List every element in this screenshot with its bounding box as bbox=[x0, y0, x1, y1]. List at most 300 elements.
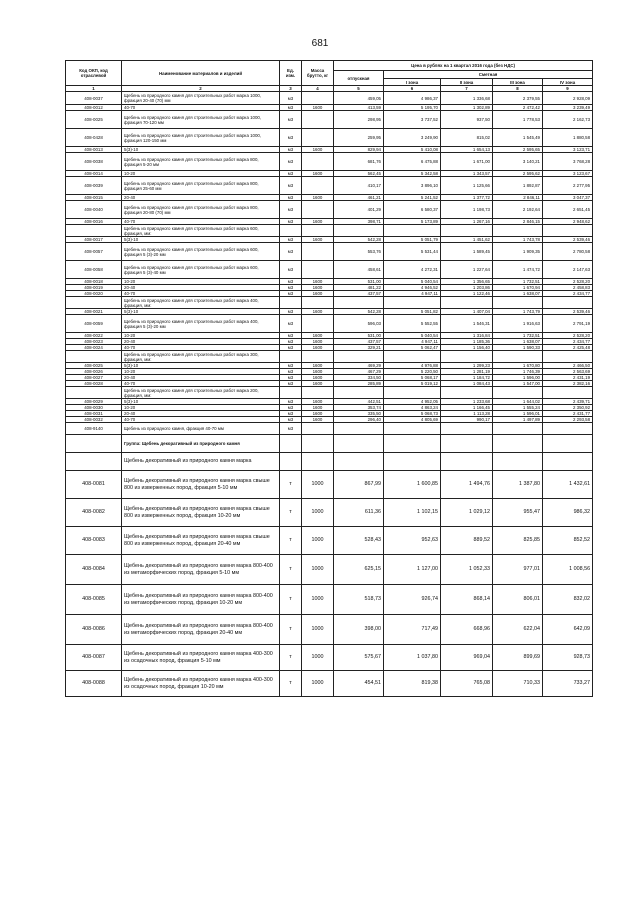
row-mass bbox=[302, 423, 334, 435]
header-mass: Масса брутто, кг bbox=[302, 61, 334, 86]
row-unit: т bbox=[280, 585, 302, 615]
row-name: Щебень из природного камня для строительных работ марка 200, фракция, мм: bbox=[122, 387, 280, 399]
row-price-zone-4: 2 780,58 bbox=[543, 243, 593, 261]
row-price-selling: 398,71 bbox=[334, 219, 384, 225]
row-name: Щебень декоративный из природного камня марка 800-400 из метаморфических пород, фракция 20-40 мм bbox=[122, 615, 280, 645]
row-price-zone-4 bbox=[543, 435, 593, 453]
row-code: 408-0038 bbox=[66, 153, 122, 171]
row-price-zone-3: 3 140,21 bbox=[493, 153, 543, 171]
row-price-zone-2: 1 203,86 bbox=[441, 285, 493, 291]
row-unit: т bbox=[280, 527, 302, 555]
row-unit: т bbox=[280, 671, 302, 697]
row-price-zone-2 bbox=[441, 225, 493, 237]
row-code: 408-0014 bbox=[66, 171, 122, 177]
row-price-selling bbox=[334, 297, 384, 309]
row-price-zone-1 bbox=[384, 453, 441, 471]
row-unit: м3 bbox=[280, 339, 302, 345]
row-unit: т bbox=[280, 645, 302, 671]
row-price-zone-4: 2 147,63 bbox=[543, 261, 593, 279]
row-name: Щебень декоративный из природного камня марка свыше 800 из изверженных пород, фракция 10-20 мм bbox=[122, 499, 280, 527]
row-price-zone-2: 1 494,76 bbox=[441, 471, 493, 499]
row-price-zone-4 bbox=[543, 453, 593, 471]
row-code: 408-0017 bbox=[66, 237, 122, 243]
row-price-zone-1: 4 947,11 bbox=[384, 291, 441, 297]
row-price-zone-2: 1 156,40 bbox=[441, 345, 493, 351]
row-unit bbox=[280, 453, 302, 471]
row-code: 408-0022 bbox=[66, 333, 122, 339]
row-price-zone-1: 5 241,52 bbox=[384, 195, 441, 201]
row-name: 40-70 bbox=[122, 219, 280, 225]
row-price-zone-2: 990,17 bbox=[441, 417, 493, 423]
row-price-selling: 398,00 bbox=[334, 615, 384, 645]
row-price-zone-3: 622,04 bbox=[493, 615, 543, 645]
header-zone-1: I зона bbox=[384, 79, 441, 86]
row-price-zone-4: 2 162,73 bbox=[543, 111, 593, 129]
row-price-zone-2 bbox=[441, 453, 493, 471]
row-code: 408-0024 bbox=[66, 345, 122, 351]
col-number: 4 bbox=[302, 86, 334, 92]
row-price-zone-4: 642,09 bbox=[543, 615, 593, 645]
row-price-zone-2: 1 302,89 bbox=[441, 105, 493, 111]
row-price-selling: 469,29 bbox=[334, 363, 384, 369]
row-code: 408-9140 bbox=[66, 423, 122, 435]
row-unit: м3 bbox=[280, 405, 302, 411]
row-price-selling: 329,21 bbox=[334, 345, 384, 351]
row-mass: 1000 bbox=[302, 555, 334, 585]
row-price-selling: 542,28 bbox=[334, 309, 384, 315]
row-unit bbox=[280, 225, 302, 237]
row-price-zone-4: 3 123,71 bbox=[543, 147, 593, 153]
row-price-zone-3: 1 916,63 bbox=[493, 315, 543, 333]
header-unit: Ед. изм. bbox=[280, 61, 302, 86]
row-name: 10-20 bbox=[122, 171, 280, 177]
row-mass: 1000 bbox=[302, 645, 334, 671]
row-price-zone-2: 937,50 bbox=[441, 111, 493, 129]
row-price-zone-1 bbox=[384, 423, 441, 435]
row-name: Щебень из природного камня для строительных работ марка 300, фракция, мм: bbox=[122, 351, 280, 363]
row-mass bbox=[302, 153, 334, 171]
row-code: 408-0059 bbox=[66, 315, 122, 333]
row-price-zone-1: 5 051,79 bbox=[384, 237, 441, 243]
row-unit: м3 bbox=[280, 291, 302, 297]
row-unit: м3 bbox=[280, 381, 302, 387]
row-price-zone-4: 2 434,77 bbox=[543, 291, 593, 297]
row-price-selling bbox=[334, 453, 384, 471]
row-mass: 1600 bbox=[302, 219, 334, 225]
row-price-zone-3: 1 545,49 bbox=[493, 129, 543, 147]
row-mass: 1600 bbox=[302, 399, 334, 405]
row-code: 408-0084 bbox=[66, 555, 122, 585]
row-mass: 1600 bbox=[302, 333, 334, 339]
row-code: 408-0012 bbox=[66, 105, 122, 111]
row-price-zone-2: 1 589,45 bbox=[441, 243, 493, 261]
row-code: 408-0087 bbox=[66, 645, 122, 671]
row-price-zone-2: 1 184,72 bbox=[441, 375, 493, 381]
row-unit: м3 bbox=[280, 219, 302, 225]
row-name: Щебень из природного камня для строительных работ марка 400, фракция 5 (3)-20 мм bbox=[122, 315, 280, 333]
row-price-zone-1: 5 019,12 bbox=[384, 381, 441, 387]
row-mass: 1000 bbox=[302, 585, 334, 615]
row-price-zone-4: 2 928,09 bbox=[543, 92, 593, 105]
header-zone-4: IV зона bbox=[543, 79, 593, 86]
row-mass bbox=[302, 315, 334, 333]
row-name: 20-40 bbox=[122, 285, 280, 291]
page-number: 681 bbox=[311, 38, 329, 49]
row-code: 408-0031 bbox=[66, 411, 122, 417]
row-price-selling: 562,45 bbox=[334, 171, 384, 177]
row-unit: м3 bbox=[280, 261, 302, 279]
row-price-zone-3: 899,69 bbox=[493, 645, 543, 671]
row-code: 408-0032 bbox=[66, 417, 122, 423]
row-price-selling: 867,99 bbox=[334, 471, 384, 499]
row-unit: м3 bbox=[280, 369, 302, 375]
row-price-zone-4: 2 434,77 bbox=[543, 339, 593, 345]
row-price-selling: 625,15 bbox=[334, 555, 384, 585]
row-price-zone-3: 1 590,33 bbox=[493, 345, 543, 351]
table-row bbox=[66, 351, 593, 363]
row-code: 408-0021 bbox=[66, 309, 122, 315]
row-name: Щебень из природного камня для строительных работ марка 800, фракция 20-80 (70) мм bbox=[122, 201, 280, 219]
row-unit: м3 bbox=[280, 375, 302, 381]
row-unit bbox=[280, 387, 302, 399]
row-price-zone-3: 1 474,72 bbox=[493, 261, 543, 279]
row-mass: 1600 bbox=[302, 291, 334, 297]
row-name: 40-70 bbox=[122, 417, 280, 423]
row-price-zone-2: 765,08 bbox=[441, 671, 493, 697]
header-selling: отпускная bbox=[334, 71, 384, 86]
row-price-zone-2: 1 546,31 bbox=[441, 315, 493, 333]
row-mass bbox=[302, 435, 334, 453]
col-number: 8 bbox=[493, 86, 543, 92]
row-price-zone-1: 1 600,85 bbox=[384, 471, 441, 499]
row-price-selling: 458,61 bbox=[334, 261, 384, 279]
row-price-zone-3 bbox=[493, 225, 543, 237]
row-price-zone-4: 1 880,58 bbox=[543, 129, 593, 147]
row-name: Щебень декоративный из природного камня марка свыше 800 из изверженных пород, фракция 5-10 мм bbox=[122, 471, 280, 499]
row-unit: м3 bbox=[280, 237, 302, 243]
row-price-zone-2: 668,96 bbox=[441, 615, 493, 645]
row-mass: 1000 bbox=[302, 615, 334, 645]
row-name: 20-40 bbox=[122, 195, 280, 201]
col-number: 3 bbox=[280, 86, 302, 92]
table-row bbox=[66, 261, 593, 279]
row-price-zone-2: 1 267,16 bbox=[441, 219, 493, 225]
row-name: 20-40 bbox=[122, 411, 280, 417]
row-unit: м3 bbox=[280, 399, 302, 405]
row-code bbox=[66, 435, 122, 453]
table-row bbox=[66, 671, 593, 697]
row-price-zone-3: 1 596,00 bbox=[493, 375, 543, 381]
row-price-zone-2: 1 316,84 bbox=[441, 333, 493, 339]
table-row bbox=[66, 111, 593, 129]
row-price-selling: 285,89 bbox=[334, 381, 384, 387]
row-price-zone-3: 1 732,51 bbox=[493, 279, 543, 285]
row-unit: т bbox=[280, 555, 302, 585]
row-unit: м3 bbox=[280, 411, 302, 417]
row-mass: 1600 bbox=[302, 405, 334, 411]
row-price-zone-1 bbox=[384, 351, 441, 363]
row-price-selling: 335,50 bbox=[334, 411, 384, 417]
row-name: Щебень из природного камня для строительных работ марка 600, фракция 5 (3)-40 мм bbox=[122, 261, 280, 279]
row-price-zone-1: 5 040,54 bbox=[384, 279, 441, 285]
row-name: 20-40 bbox=[122, 375, 280, 381]
row-price-zone-3: 710,33 bbox=[493, 671, 543, 697]
row-code: 408-0039 bbox=[66, 177, 122, 195]
row-price-selling: 437,57 bbox=[334, 291, 384, 297]
row-price-selling: 518,73 bbox=[334, 585, 384, 615]
row-mass bbox=[302, 243, 334, 261]
row-mass: 1600 bbox=[302, 411, 334, 417]
row-code: 408-0085 bbox=[66, 585, 122, 615]
row-price-selling: 442,51 bbox=[334, 399, 384, 405]
row-price-zone-2: 1 356,65 bbox=[441, 279, 493, 285]
row-price-zone-1: 4 947,11 bbox=[384, 339, 441, 345]
row-price-zone-1: 926,74 bbox=[384, 585, 441, 615]
row-mass: 1600 bbox=[302, 147, 334, 153]
header-code: Код ОКП, код отраслевой bbox=[66, 61, 122, 86]
row-name: Щебень декоративный из природного камня марка 800-400 из метаморфических пород, фракция 10-20 мм bbox=[122, 585, 280, 615]
row-price-selling: 542,28 bbox=[334, 237, 384, 243]
row-code: 408-0020 bbox=[66, 291, 122, 297]
row-unit: м3 bbox=[280, 345, 302, 351]
table-row bbox=[66, 225, 593, 237]
row-name: Щебень декоративный из природного камня марка 400-300 из осадочных пород, фракция 5-10 мм bbox=[122, 645, 280, 671]
row-price-zone-1: 5 410,08 bbox=[384, 147, 441, 153]
row-name: Щебень декоративный из природного камня марка 800-400 из метаморфических пород, фракция 5-10 мм bbox=[122, 555, 280, 585]
row-price-zone-1 bbox=[384, 225, 441, 237]
row-price-zone-4: 832,02 bbox=[543, 585, 593, 615]
table-row bbox=[66, 453, 593, 471]
row-price-zone-4: 2 539,46 bbox=[543, 237, 593, 243]
row-mass bbox=[302, 177, 334, 195]
table-row bbox=[66, 423, 593, 435]
row-price-selling: 298,95 bbox=[334, 111, 384, 129]
row-price-zone-4: 2 425,48 bbox=[543, 345, 593, 351]
row-price-selling: 296,40 bbox=[334, 417, 384, 423]
row-mass bbox=[302, 129, 334, 147]
row-code bbox=[66, 225, 122, 237]
row-code: 408-0029 bbox=[66, 399, 122, 405]
row-price-zone-1: 5 051,82 bbox=[384, 309, 441, 315]
row-price-selling: 481,22 bbox=[334, 285, 384, 291]
row-name: Щебень из природного камня для строительных работ марка 600, фракция 5 (3)-20 мм bbox=[122, 243, 280, 261]
row-name: 10-20 bbox=[122, 279, 280, 285]
row-price-zone-3: 2 472,42 bbox=[493, 105, 543, 111]
row-price-zone-1: 4 986,37 bbox=[384, 92, 441, 105]
row-price-zone-2: 1 122,46 bbox=[441, 291, 493, 297]
row-name: Щебень из природного камня для строительных работ марка 800, фракция 5-20 мм bbox=[122, 153, 280, 171]
table-row bbox=[66, 129, 593, 147]
row-price-zone-3: 1 638,07 bbox=[493, 339, 543, 345]
row-price-zone-2: 1 084,43 bbox=[441, 381, 493, 387]
row-price-zone-3 bbox=[493, 387, 543, 399]
row-price-zone-1: 1 102,15 bbox=[384, 499, 441, 527]
row-price-selling bbox=[334, 435, 384, 453]
row-mass: 1600 bbox=[302, 381, 334, 387]
row-price-zone-4: 2 439,71 bbox=[543, 399, 593, 405]
row-price-zone-4: 2 277,95 bbox=[543, 177, 593, 195]
row-price-zone-2: 1 451,62 bbox=[441, 237, 493, 243]
table-row bbox=[66, 645, 593, 671]
row-price-zone-1: 5 068,73 bbox=[384, 411, 441, 417]
row-price-zone-3: 1 497,89 bbox=[493, 417, 543, 423]
col-number: 7 bbox=[441, 86, 493, 92]
row-price-zone-4: 2 458,83 bbox=[543, 285, 593, 291]
row-price-zone-3: 825,85 bbox=[493, 527, 543, 555]
row-price-zone-1 bbox=[384, 435, 441, 453]
table-row bbox=[66, 471, 593, 499]
row-unit: м3 bbox=[280, 92, 302, 105]
row-mass: 1000 bbox=[302, 471, 334, 499]
row-price-zone-1: 5 220,50 bbox=[384, 369, 441, 375]
row-price-zone-4: 2 382,16 bbox=[543, 381, 593, 387]
row-price-zone-2: 1 407,04 bbox=[441, 309, 493, 315]
row-price-selling: 413,59 bbox=[334, 105, 384, 111]
row-unit: м3 bbox=[280, 309, 302, 315]
row-price-zone-1: 5 195,70 bbox=[384, 105, 441, 111]
row-price-zone-3: 2 192,64 bbox=[493, 201, 543, 219]
row-unit: м3 bbox=[280, 129, 302, 147]
row-price-zone-2: 1 113,28 bbox=[441, 411, 493, 417]
row-price-zone-3: 2 595,62 bbox=[493, 171, 543, 177]
table-body bbox=[66, 92, 593, 697]
row-price-zone-2: 1 233,68 bbox=[441, 399, 493, 405]
row-code: 408-0015 bbox=[66, 195, 122, 201]
row-price-zone-1: 1 127,00 bbox=[384, 555, 441, 585]
row-price-zone-3 bbox=[493, 453, 543, 471]
row-code: 408-0026 bbox=[66, 369, 122, 375]
row-mass bbox=[302, 387, 334, 399]
row-price-zone-4: 2 563,69 bbox=[543, 369, 593, 375]
row-code bbox=[66, 297, 122, 309]
row-price-zone-4: 928,73 bbox=[543, 645, 593, 671]
row-unit: т bbox=[280, 471, 302, 499]
row-price-zone-4: 2 651,45 bbox=[543, 201, 593, 219]
row-price-zone-2: 1 198,73 bbox=[441, 201, 493, 219]
row-name: 40-70 bbox=[122, 291, 280, 297]
col-number: 9 bbox=[543, 86, 593, 92]
table-row bbox=[66, 201, 593, 219]
row-code: 408-0028 bbox=[66, 381, 122, 387]
row-price-zone-2: 1 227,64 bbox=[441, 261, 493, 279]
row-code: 408-0018 bbox=[66, 279, 122, 285]
row-price-zone-3: 806,01 bbox=[493, 585, 543, 615]
row-price-zone-2 bbox=[441, 435, 493, 453]
row-price-zone-1: 4 805,69 bbox=[384, 417, 441, 423]
row-unit: м3 bbox=[280, 279, 302, 285]
row-mass: 1600 bbox=[302, 417, 334, 423]
row-price-zone-1: 3 737,52 bbox=[384, 111, 441, 129]
row-price-zone-2 bbox=[441, 387, 493, 399]
row-mass: 1600 bbox=[302, 279, 334, 285]
row-price-zone-1: 717,49 bbox=[384, 615, 441, 645]
row-name: Щебень из природного камня для строительных работ марка 1000, фракция 120-150 мм bbox=[122, 129, 280, 147]
row-price-zone-1: 5 173,89 bbox=[384, 219, 441, 225]
row-code: 408-0025 bbox=[66, 111, 122, 129]
row-name: 10-20 bbox=[122, 369, 280, 375]
row-price-zone-3: 1 638,07 bbox=[493, 291, 543, 297]
row-name: 10-20 bbox=[122, 333, 280, 339]
row-code: 408-0058 bbox=[66, 261, 122, 279]
header-estimate: Сметная bbox=[384, 71, 593, 79]
row-unit: м3 bbox=[280, 363, 302, 369]
row-mass: 1600 bbox=[302, 339, 334, 345]
row-price-zone-4 bbox=[543, 351, 593, 363]
row-mass bbox=[302, 225, 334, 237]
row-price-selling: 531,00 bbox=[334, 333, 384, 339]
row-code bbox=[66, 387, 122, 399]
row-price-zone-2: 1 029,12 bbox=[441, 499, 493, 527]
row-price-zone-4: 2 528,20 bbox=[543, 279, 593, 285]
table-row bbox=[66, 499, 593, 527]
row-price-zone-1: 6 475,88 bbox=[384, 153, 441, 171]
row-price-zone-3: 2 379,55 bbox=[493, 92, 543, 105]
row-unit: м3 bbox=[280, 333, 302, 339]
row-price-zone-4: 3 047,37 bbox=[543, 195, 593, 201]
row-name: 5(3)-10 bbox=[122, 363, 280, 369]
row-unit: м3 bbox=[280, 153, 302, 171]
row-mass: 1600 bbox=[302, 375, 334, 381]
row-price-selling: 531,00 bbox=[334, 279, 384, 285]
row-name: Щебень из природного камня для строительных работ марка 600, фракция, мм: bbox=[122, 225, 280, 237]
row-price-selling: 459,05 bbox=[334, 92, 384, 105]
row-mass bbox=[302, 201, 334, 219]
row-price-zone-3: 955,47 bbox=[493, 499, 543, 527]
row-unit: м3 bbox=[280, 243, 302, 261]
row-price-zone-4 bbox=[543, 423, 593, 435]
row-mass bbox=[302, 92, 334, 105]
row-price-zone-2: 1 377,72 bbox=[441, 195, 493, 201]
row-price-zone-3: 1 743,78 bbox=[493, 237, 543, 243]
row-unit bbox=[280, 351, 302, 363]
row-mass bbox=[302, 453, 334, 471]
row-price-selling: 575,67 bbox=[334, 645, 384, 671]
row-price-zone-4: 2 539,46 bbox=[543, 309, 593, 315]
row-code: 408-0023 bbox=[66, 339, 122, 345]
row-price-zone-2: 1 336,68 bbox=[441, 92, 493, 105]
row-code: 408-0088 bbox=[66, 671, 122, 697]
row-price-zone-3: 1 670,80 bbox=[493, 363, 543, 369]
row-price-selling bbox=[334, 423, 384, 435]
row-price-zone-3: 1 909,35 bbox=[493, 243, 543, 261]
row-price-zone-2: 1 343,57 bbox=[441, 171, 493, 177]
row-mass: 1000 bbox=[302, 671, 334, 697]
row-code: 408-0081 bbox=[66, 471, 122, 499]
row-price-zone-1: 5 062,47 bbox=[384, 345, 441, 351]
row-code: 408-0019 bbox=[66, 285, 122, 291]
row-unit: т bbox=[280, 615, 302, 645]
row-price-zone-1: 952,63 bbox=[384, 527, 441, 555]
row-price-zone-3 bbox=[493, 297, 543, 309]
row-name: Щебень из природного камня для строительных работ марка 800, фракция 25-60 мм bbox=[122, 177, 280, 195]
row-price-zone-1: 4 976,88 bbox=[384, 363, 441, 369]
row-unit: м3 bbox=[280, 177, 302, 195]
row-price-zone-4: 2 466,50 bbox=[543, 363, 593, 369]
row-code: 408-0082 bbox=[66, 499, 122, 527]
row-price-zone-4: 2 293,58 bbox=[543, 417, 593, 423]
row-unit: м3 bbox=[280, 417, 302, 423]
table-row bbox=[66, 435, 593, 453]
row-unit: м3 bbox=[280, 285, 302, 291]
row-price-zone-1: 5 068,17 bbox=[384, 375, 441, 381]
row-mass: 1000 bbox=[302, 527, 334, 555]
row-price-zone-3: 1 387,80 bbox=[493, 471, 543, 499]
row-name: Щебень декоративный из природного камня марка bbox=[122, 453, 280, 471]
row-unit: м3 bbox=[280, 201, 302, 219]
row-price-selling bbox=[334, 351, 384, 363]
row-code: 408-0013 bbox=[66, 147, 122, 153]
row-price-zone-3: 2 846,11 bbox=[493, 195, 543, 201]
